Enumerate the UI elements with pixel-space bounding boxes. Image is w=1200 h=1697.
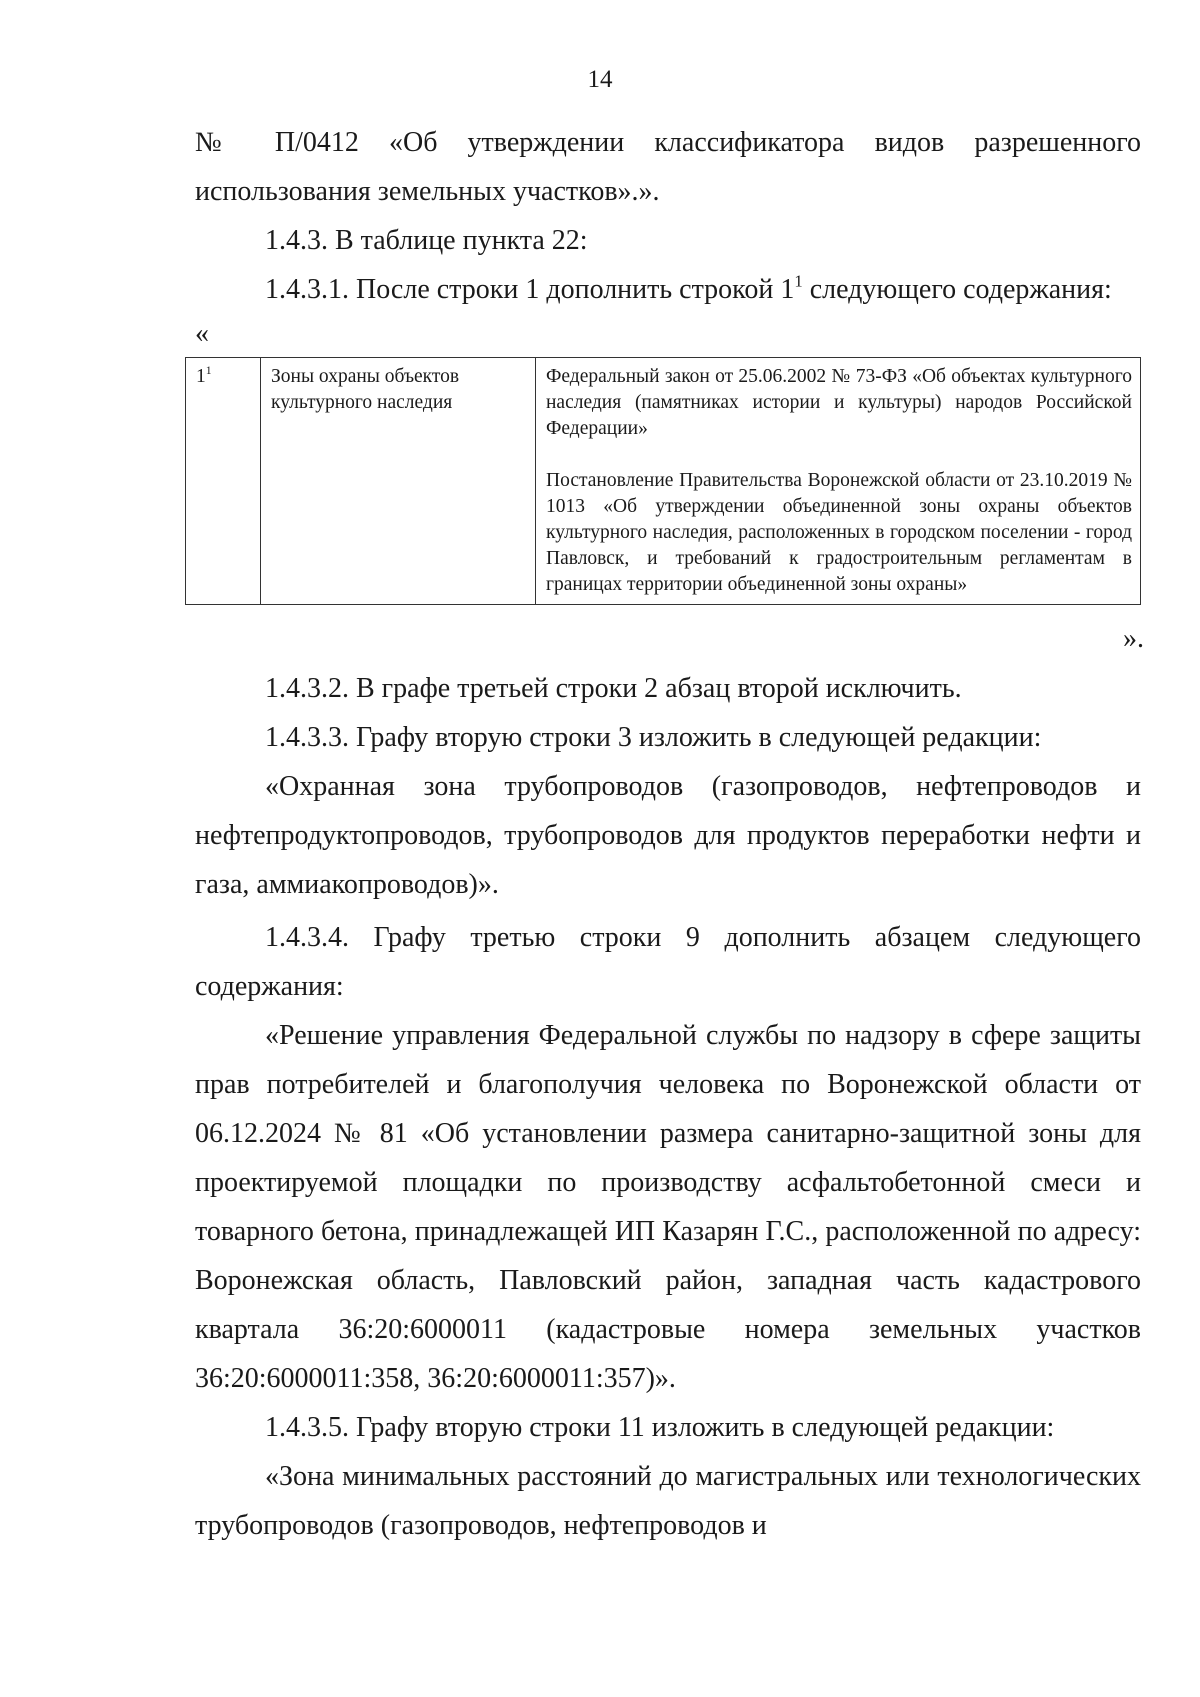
clause-1-4-3-1-tail: следующего содержания: bbox=[802, 274, 1112, 305]
clause-1-4-3-1-text: 1.4.3.1. После строки 1 дополнить строкой 1 bbox=[265, 274, 795, 305]
intro-paragraph: № П/0412 «Об утверждении классификатора видов разрешенного использования земельных участков».». bbox=[195, 127, 1141, 207]
quote-clause-5: «Зона минимальных расстояний до магистральных или технологических трубопроводов (газопроводов, нефтепроводов и bbox=[195, 1461, 1141, 1541]
zone-name-cell: Зоны охраны объектов культурного наследия bbox=[261, 358, 536, 605]
table-row bbox=[186, 358, 1141, 605]
clause-1-4-3-1 bbox=[195, 265, 1141, 314]
row-number-cell bbox=[186, 358, 261, 605]
clause-1-4-3-2: 1.4.3.2. В графе третьей строки 2 абзац второй исключить. bbox=[265, 673, 962, 704]
page-number: 14 bbox=[587, 66, 613, 93]
legal-basis-cell bbox=[536, 358, 1141, 605]
lower-text-block bbox=[195, 664, 1141, 1550]
legal-basis-regional-decree: Постановление Правительства Воронежской области от 23.10.2019 № 1013 «Об утверждении объединенной зоны охраны объектов культурного наследия, расположенных в городском поселении - город Павловск, и требований к градостроительным регламентам в границах территории объединенной зоны охраны» bbox=[546, 470, 1132, 595]
clause-1-4-3: 1.4.3. В таблице пункта 22: bbox=[265, 225, 588, 256]
legal-basis-federal-law: Федеральный закон от 25.06.2002 № 73-ФЗ «Об объектах культурного наследия (памятниках истории и культуры) народов Российской Федерации» bbox=[546, 366, 1132, 439]
amendment-table bbox=[185, 357, 1141, 605]
clause-1-4-3-5: 1.4.3.5. Графу вторую строки 11 изложить в следующей редакции: bbox=[265, 1412, 1055, 1443]
quote-clause-3: «Охранная зона трубопроводов (газопроводов, нефтепроводов и нефтепродуктопроводов, трубопроводов для продуктов переработки нефти и газа, аммиакопроводов)». bbox=[195, 771, 1141, 900]
clause-1-4-3-3: 1.4.3.3. Графу вторую строки 3 изложить в следующей редакции: bbox=[265, 722, 1042, 753]
row-number-superscript: 1 bbox=[205, 363, 212, 377]
clause-1-4-3-1-superscript: 1 bbox=[794, 271, 803, 291]
table-close-quote: ». bbox=[1123, 623, 1144, 654]
top-text-block bbox=[195, 118, 1141, 314]
quote-clause-4: «Решение управления Федеральной службы по надзору в сфере защиты прав потребителей и благополучия человека по Воронежской области от 06.12.2024 № 81 «Об установлении размера санитарно-защитной зоны для проектируемой площадки по производству асфальтобетонной смеси и товарного бетона, принадлежащей ИП Казарян Г.С., расположенной по адресу: Воронежская область, Павловский район, западная часть кадастрового квартала 36:20:6000011 (кадастровые номера земельных участков 36:20:6000011:358, 36:20:6000011:357)». bbox=[195, 1020, 1141, 1394]
table-open-quote: « bbox=[195, 318, 209, 349]
clause-1-4-3-4: 1.4.3.4. Графу третью строки 9 дополнить абзацем следующего содержания: bbox=[195, 922, 1141, 1002]
row-number: 1 bbox=[196, 366, 206, 387]
